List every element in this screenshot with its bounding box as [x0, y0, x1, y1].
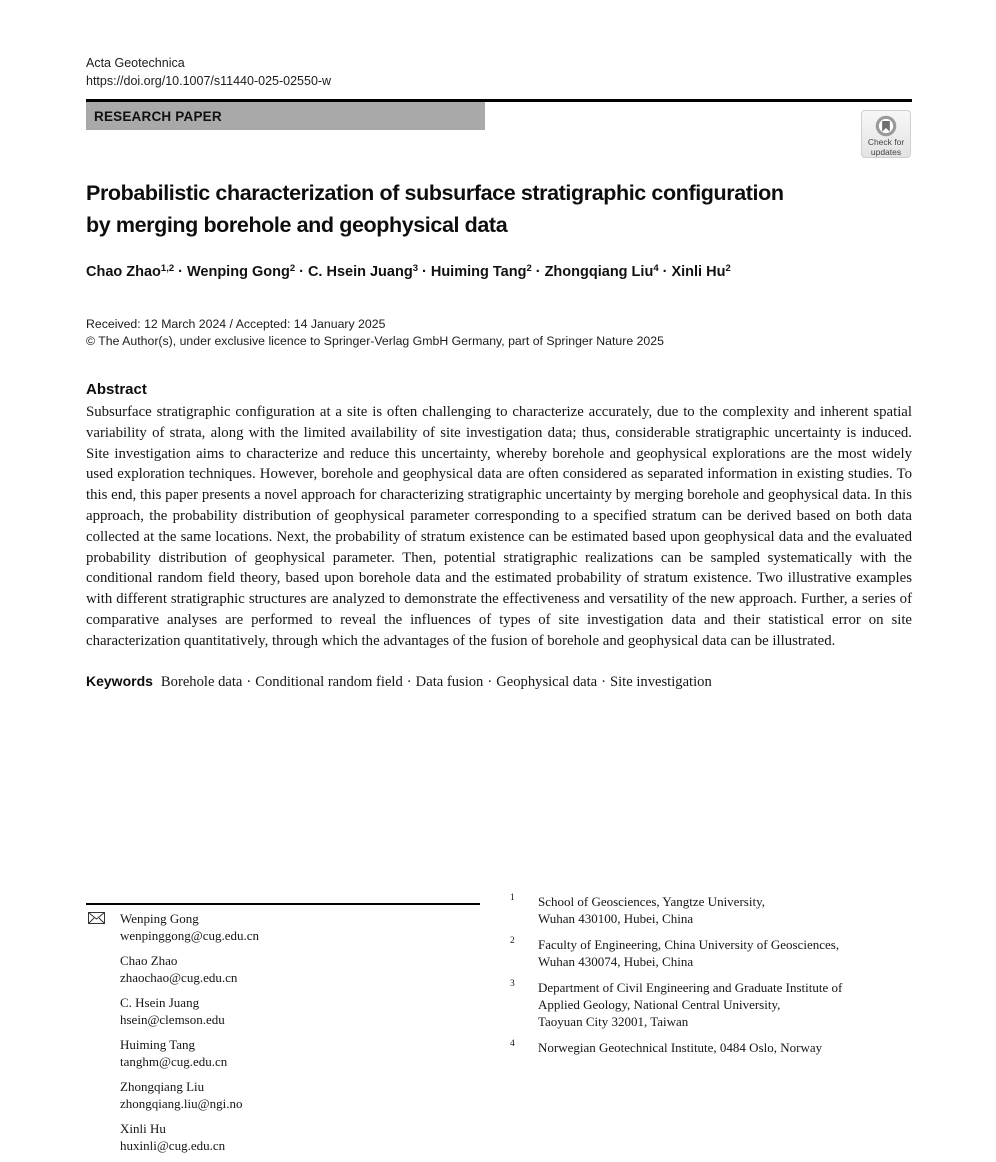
contact-email[interactable]: wenpinggong@cug.edu.cn [120, 928, 260, 943]
keyword-separator: · [406, 673, 412, 690]
keyword-separator: · [487, 673, 493, 690]
footnote-area [86, 885, 912, 1162]
affiliation-entry [510, 979, 912, 1030]
title-line-1: Probabilistic characterization of subsurface stratigraphic configuration [86, 181, 784, 205]
contact-entry [86, 1036, 480, 1070]
contact-entry [86, 1078, 480, 1112]
keywords-heading: Keywords [86, 672, 153, 689]
received-accepted-line: Received: 12 March 2024 / Accepted: 14 January 2025 [86, 317, 386, 331]
contact-email[interactable]: tanghm@cug.edu.cn [120, 1054, 228, 1069]
affiliation-line: Norwegian Geotechnical Institute, 0484 Oslo, Norway [538, 1040, 823, 1055]
author-affiliation-sup: 4 [653, 263, 659, 274]
keyword-item: Geophysical data [496, 673, 598, 690]
contact-email[interactable]: huxinli@cug.edu.cn [120, 1138, 226, 1153]
author-affiliation-sup: 2 [526, 263, 532, 274]
banner-label: RESEARCH PAPER [94, 108, 222, 124]
contact-email[interactable]: zhaochao@cug.edu.cn [120, 970, 238, 985]
contact-name: Zhongqiang Liu [120, 1079, 205, 1094]
author-name: Huiming Tang [430, 264, 527, 280]
author-separator: · [422, 264, 427, 280]
authors-line [86, 263, 912, 280]
envelope-icon [88, 912, 105, 924]
check-updates-logo-icon [872, 114, 900, 138]
contact-entry [86, 994, 480, 1028]
affiliation-line: Taoyuan City 32001, Taiwan [538, 1014, 689, 1029]
contact-email[interactable]: zhongqiang.liu@ngi.no [120, 1096, 243, 1111]
affiliation-line: Wuhan 430074, Hubei, China [538, 954, 694, 969]
author-name: Zhongqiang Liu [544, 264, 654, 280]
abstract-text: Subsurface stratigraphic configuration at a site is often challenging to characterize accurately, due to the complexity and inherent spatial variability of strata, along with the limited availability of site investigation data; thus, considerable stratigraphic uncertainty is induced. Site investigation aims to characterize and reduce this uncertainty, whereby borehole and geophysical explorations are the most widely used exploration techniques. However, borehole and geophysical data are often considered as separated information in existing studies. To this end, this paper presents a novel approach for characterizing stratigraphic uncertainty by merging borehole and geophysical data. In this approach, the probability distribution of geophysical parameter corresponding to a specified stratum can be derived based on both data collected at the same locations. Next, the probability of stratum existence can be estimated based upon geophysical data and the evaluated probability distribution of geophysical parameter. Then, potential stratigraphic realizations can be sampled systematically with the conditional random field theory, based upon borehole data and the estimated probability of stratum existence. Two illustrative examples with different stratigraphic structures are analyzed to demonstrate the effectiveness and versatility of the new approach. Further, a series of comparative analyses are performed to reveal the influences of types of site investigation data and their statistical error on site characterization quantitatively, through which the advantages of the fusion of borehole and geophysical data can be illustrated. [86, 404, 912, 649]
paper-title [86, 177, 912, 241]
keyword-separator: · [601, 673, 607, 690]
author-affiliation-sup: 1,2 [160, 263, 175, 274]
affiliation-line: Applied Geology, National Central University, [538, 997, 781, 1012]
author-separator: · [299, 264, 304, 280]
author-separator: · [178, 264, 183, 280]
keywords-list [161, 674, 712, 690]
author-name: Wenping Gong [186, 264, 290, 280]
contact-name: C. Hsein Juang [120, 995, 200, 1010]
affiliation-line: Department of Civil Engineering and Graduate Institute of [538, 980, 843, 995]
author-affiliation-sup: 3 [412, 263, 418, 274]
contact-name: Huiming Tang [120, 1037, 196, 1052]
affiliation-number: 3 [510, 979, 515, 989]
affiliation-entry [510, 936, 912, 970]
abstract-heading: Abstract [86, 381, 147, 398]
keyword-item: Borehole data [160, 673, 243, 690]
keyword-item: Site investigation [610, 673, 712, 690]
doi-link[interactable]: https://doi.org/10.1007/s11440-025-02550-w [86, 74, 332, 88]
keywords-line [86, 673, 912, 691]
affiliation-number: 2 [510, 936, 515, 946]
contact-email[interactable]: hsein@clemson.edu [120, 1012, 225, 1027]
title-line-2: by merging borehole and geophysical data [86, 213, 508, 237]
affiliation-line: Wuhan 430100, Hubei, China [538, 911, 694, 926]
affiliation-number: 1 [510, 893, 515, 903]
research-paper-banner [86, 102, 485, 130]
contact-entry [86, 910, 480, 944]
affiliation-entry [510, 1039, 912, 1056]
author-name: C. Hsein Juang [307, 264, 413, 280]
affiliation-entry [510, 893, 912, 927]
contact-name: Chao Zhao [120, 953, 178, 968]
contact-name: Wenping Gong [120, 911, 199, 926]
check-updates-badge[interactable] [861, 110, 911, 158]
affiliation-line: School of Geosciences, Yangtze University, [538, 894, 765, 909]
journal-name: Acta Geotechnica [86, 56, 185, 70]
affiliations-block [510, 885, 912, 1162]
keyword-item: Data fusion [415, 673, 484, 690]
affiliation-line: Faculty of Engineering, China University of Geosciences, [538, 937, 840, 952]
badge-label: Check for updates [867, 137, 905, 157]
copyright-line: © The Author(s), under exclusive licence to Springer-Verlag GmbH Germany, part of Springer Nature 2025 [86, 333, 664, 348]
author-name: Chao Zhao [86, 264, 161, 280]
author-separator: · [662, 264, 668, 280]
contact-entry [86, 1120, 480, 1154]
contact-entry [86, 952, 480, 986]
author-affiliation-sup: 2 [289, 263, 296, 274]
correspondence-block [86, 903, 480, 1162]
author-separator: · [535, 264, 541, 280]
keyword-separator: · [246, 673, 252, 690]
author-name: Xinli Hu [671, 264, 726, 280]
author-affiliation-sup: 2 [725, 263, 731, 274]
keyword-item: Conditional random field [255, 673, 403, 690]
contact-name: Xinli Hu [120, 1121, 166, 1136]
affiliation-number: 4 [510, 1039, 515, 1049]
